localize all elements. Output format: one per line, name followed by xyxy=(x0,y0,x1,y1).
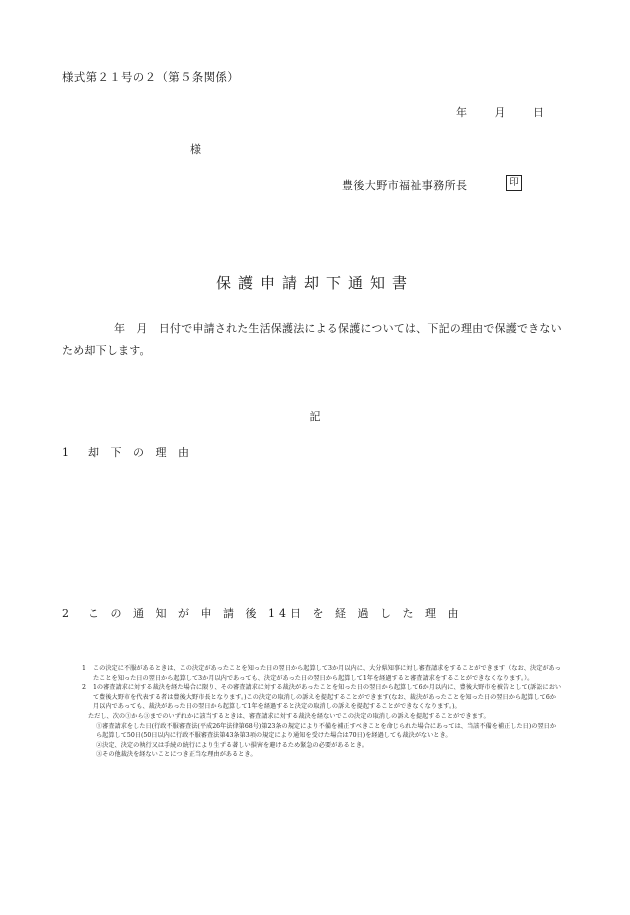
issuer-name: 豊後大野市福祉事務所長 xyxy=(342,179,468,192)
note-2-item-1: ①審査請求をした日(行政不服審査法(平成26年法律第68号)第23条の規定により不備を補正すべきことを命じられた場合にあっては、当該不備を補正した日)の翌日から起算して50日(50日以内に行政不服審査法第43条第3項の規定により通知を受けた場合は70日)を経過しても裁決がないとき。 xyxy=(96,722,557,740)
note-2 xyxy=(82,683,562,712)
seal-box: 印 xyxy=(506,175,522,191)
section-heading-delay-reason: 2 こ の 通 知 が 申 請 後 14日 を 経 過 し た 理 由 xyxy=(62,607,463,620)
notes-block xyxy=(82,664,562,760)
document-title: 保護申請却下通知書 xyxy=(215,274,414,292)
date-month: 月 xyxy=(494,106,506,119)
form-number: 様式第２１号の２（第５条関係） xyxy=(62,70,239,84)
note-2-item-2: ②決定、決定の執行又は手続の続行により生ずる著しい損害を避けるため緊急の必要があるとき。 xyxy=(96,741,368,749)
note-1-number: 1 xyxy=(82,665,86,672)
date-year: 年 xyxy=(456,106,467,119)
note-2-proviso: ただし、次の①から③までのいずれかに該当するときは、審査請求に対する裁決を経ないでこの決定の取消しの訴えを提起することができます。 xyxy=(88,712,490,720)
note-1-text: この決定に不服があるときは、この決定があったことを知った日の翌日から起算して3か月以内に、大分県知事に対し審査請求をすることができます（なお、決定があったことを知った日の翌日から起算して3か月以内であっても、決定があった日の翌日から起算して1年を経過すると審査請求をすることができなくなります。）。 xyxy=(93,665,561,682)
body-text: 年 月 日付で申請された生活保護法による保護については、下記の理由で保護できないため却下します。 xyxy=(62,322,562,357)
note-2-item-3: ③その他裁決を経ないことにつき正当な理由があるとき。 xyxy=(96,751,257,759)
addressee-suffix: 様 xyxy=(190,143,201,156)
note-1 xyxy=(82,664,562,683)
ki-marker: 記 xyxy=(309,410,321,423)
section-heading-rejection-reason: 1 却 下 の 理 由 xyxy=(62,446,193,459)
note-2-number: 2 xyxy=(82,684,86,692)
note-2-text: 1の審査請求に対する裁決を経た場合に限り、その審査請求に対する裁決があったことを知った日の翌日から起算して6か月以内に、豊後大野市を被告として(訴訟において豊後大野市を代表する者は豊後大野市長となります。)この決定の取消しの訴えを提起することができます(なお、裁決があったことを知った日の翌日から起算して6か月以内であっても、裁決があった日の翌日から起算して1年を経過すると決定の取消しの訴えを提起することができなくなります。)。 xyxy=(93,684,562,711)
date-line xyxy=(456,104,544,120)
date-day: 日 xyxy=(533,106,544,119)
